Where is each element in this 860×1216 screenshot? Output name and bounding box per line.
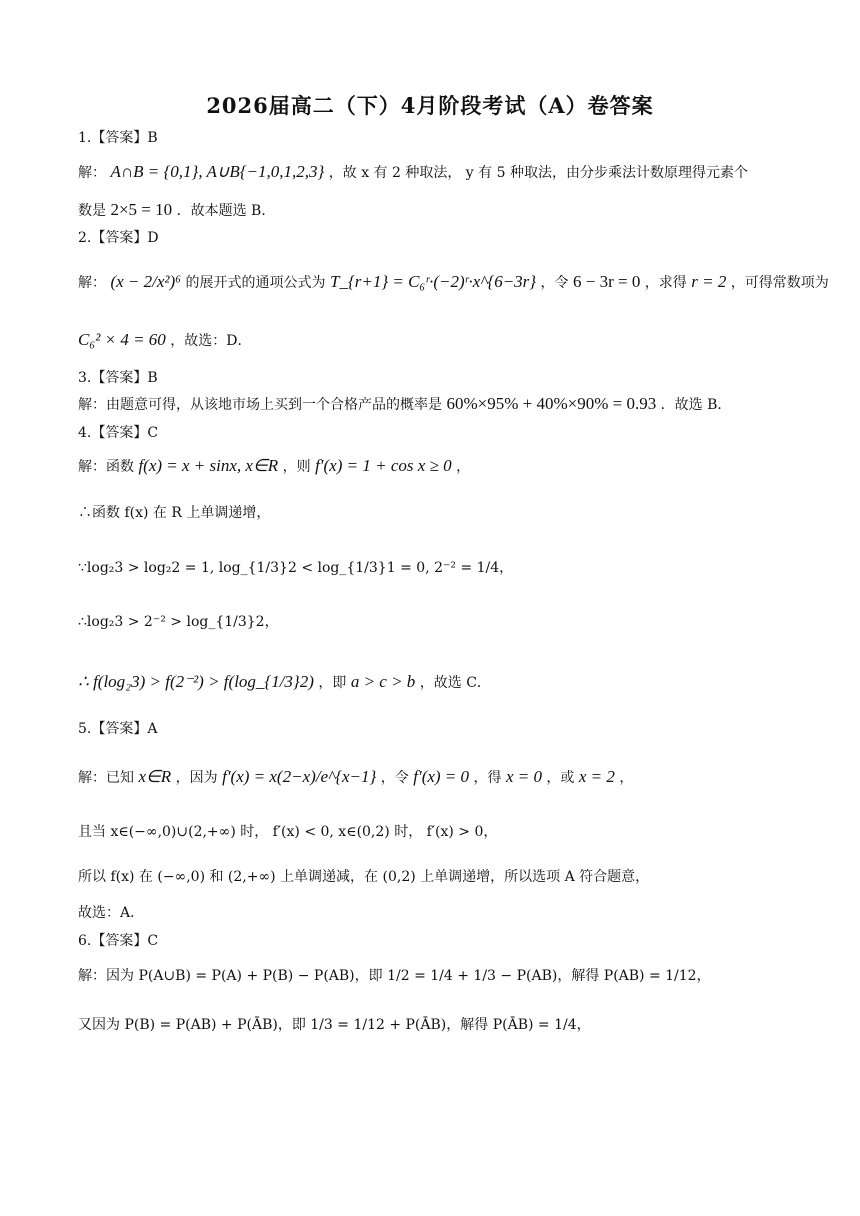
q5-solution-line-2: 且当 x∈(−∞,0)∪(2,+∞) 时， f′(x) < 0, x∈(0,2) 时， f′(x) > 0， <box>78 824 498 840</box>
q3-solution-line-1: 解：由题意可得，从该地市场上买到一个合格产品的概率是 60%×95% + 40%×90% = 0.93 ．故选 B． <box>78 394 732 413</box>
q1-solution-line-1: 解： A∩B = {0,1}, A∪B{−1,0,1,2,3} ，故 x 有 2 种取法， y 有 5 种取法，由分步乘法计数原理得元素个 <box>78 162 748 181</box>
q5-root-2: x = 2 <box>578 767 615 786</box>
q4-function: f(x) = x + sinx, x∈R <box>138 456 279 475</box>
q6-solution-line-2: 又因为 P(B) = P(AB) + P(ĀB)，即 1/3 = 1/12 + P(ĀB)，解得 P(ĀB) = 1/4， <box>78 1017 591 1033</box>
q4-answer-heading: 4.【答案】C <box>78 425 159 441</box>
q4-derivative: f′(x) = 1 + cos x ≥ 0 <box>315 456 452 475</box>
q5-solution-line-3: 所以 f(x) 在 (−∞,0) 和 (2,+∞) 上单调递减，在 (0,2) 上单调递增，所以选项 A 符合题意， <box>78 869 650 885</box>
q2-general-term: T_{r+1} = C₆ʳ·(−2)ʳ·x^{6−3r} <box>329 272 537 291</box>
q4-solution-line-1: 解：函数 f(x) = x + sinx, x∈R ，则 f′(x) = 1 + cos x ≥ 0 ， <box>78 456 471 475</box>
q1-solution-line-2: 数是 2×5 = 10 ．故本题选 B． <box>78 200 276 219</box>
q4-comparison: ∴ f(log₂3) > f(2⁻²) > f(log_{1/3}2) <box>78 672 314 691</box>
q2-solution-line-2: C₆² × 4 = 60 ，故选：D． <box>78 330 252 349</box>
q1-product: 2×5 = 10 <box>110 200 173 219</box>
q5-set-zero: f′(x) = 0 <box>413 767 470 786</box>
q6-solution-line-1: 解：因为 P(A∪B) = P(A) + P(B) − P(AB)，即 1/2 = 1/4 + 1/3 − P(AB)，解得 P(AB) = 1/12， <box>78 968 711 984</box>
q1-answer-heading: 1.【答案】B <box>78 130 158 146</box>
q6-answer-heading: 6.【答案】C <box>78 933 159 949</box>
q4-order: a > c > b <box>350 672 416 691</box>
q1-set-expression: A∩B = {0,1}, A∪B{−1,0,1,2,3} <box>110 162 325 181</box>
q3-probability: 60%×95% + 40%×90% = 0.93 <box>446 394 657 413</box>
q5-root-1: x = 0 <box>505 767 542 786</box>
q4-solution-line-5: ∴ f(log₂3) > f(2⁻²) > f(log_{1/3}2) ，即 a > c > b ，故选 C． <box>78 672 491 691</box>
q2-answer-heading: 2.【答案】D <box>78 230 159 246</box>
q2-constant-term: C₆² × 4 = 60 <box>78 330 166 349</box>
q5-derivative: f′(x) = x(2−x)/e^{x−1} <box>222 767 377 786</box>
q4-solution-line-3: ∵log₂3 > log₂2 = 1, log_{1/3}2 < log_{1/3}1 = 0, 2⁻² = 1/4， <box>78 560 514 576</box>
q5-answer-heading: 5.【答案】A <box>78 721 158 737</box>
q2-solution-line-1: 解： (x − 2/x²)⁶ 的展开式的通项公式为 T_{r+1} = C₆ʳ·(−2)ʳ·x^{6−3r} ，令 6 − 3r = 0 ，求得 r = 2 ，可得常数项为 <box>78 272 829 291</box>
q5-domain: x∈R <box>138 767 172 786</box>
q4-solution-line-4: ∴log₂3 > 2⁻² > log_{1/3}2， <box>78 614 279 630</box>
page-title: 2026届高二（下）4月阶段考试（A）卷答案 <box>206 93 654 118</box>
q2-binomial: (x − 2/x²)⁶ <box>110 272 182 291</box>
q2-equation: 6 − 3r = 0 <box>573 272 641 291</box>
q3-answer-heading: 3.【答案】B <box>78 370 158 386</box>
q4-solution-line-2: ∴函数 f(x) 在 R 上单调递增， <box>78 505 271 521</box>
q5-solution-line-1: 解：已知 x∈R ，因为 f′(x) = x(2−x)/e^{x−1} ，令 f′(x) = 0 ，得 x = 0 ，或 x = 2 ， <box>78 767 634 786</box>
q2-r-value: r = 2 <box>691 272 727 291</box>
q5-solution-line-4: 故选：A． <box>78 905 145 921</box>
